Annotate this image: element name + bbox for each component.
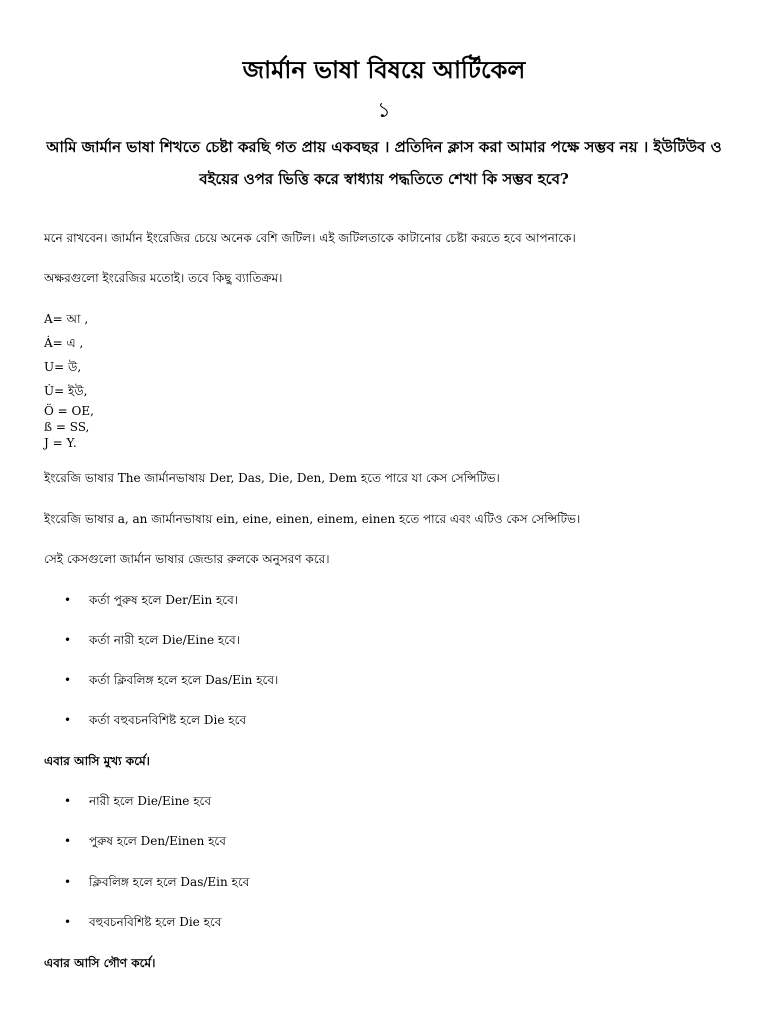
- list-item: [64, 874, 249, 891]
- list-item-text: নারী হলে Die/Eine হবে: [89, 794, 212, 808]
- paragraph-indefinite-articles: ইংরেজি ভাষার a, an জার্মানভাষায় ein, eine, einen, einem, einen হতে পারে এবং এটিও কেস সেন্সিটিভ।: [44, 512, 581, 526]
- letter-item: U̇= ইউ,: [44, 384, 88, 398]
- section-heading-indirect-object: এবার আসি গৌণ কর্মে।: [44, 956, 156, 970]
- list-item: [64, 672, 278, 689]
- list-item-text: কর্তা পুরুষ হলে Der/Ein হবে।: [89, 593, 239, 607]
- section-heading-direct-object: এবার আসি মুখ্য কর্মে।: [44, 754, 150, 768]
- letter-item: Ȧ= এ ,: [44, 336, 84, 350]
- letter-item: Ö = OE,: [44, 404, 94, 418]
- list-item: [64, 914, 221, 931]
- list-item: [64, 793, 211, 810]
- intro-line-1: আমি জার্মান ভাষা শিখতে চেষ্টা করছি গত প্রায় একবছর । প্রতিদিন ক্লাস করা আমার পক্ষে সম্ভব নয় । ইউটিউব ও: [46, 138, 722, 156]
- list-item: [64, 833, 226, 850]
- bullet-icon: •: [64, 875, 72, 889]
- paragraph-letters-intro: অক্ষরগুলো ইংরেজির মতোই। তবে কিছু ব্যাতিক্রম।: [44, 271, 283, 285]
- intro-question: [40, 131, 728, 195]
- letter-item: ß = SS,: [44, 420, 90, 434]
- paragraph-gender-rule: সেই কেসগুলো জার্মান ভাষার জেন্ডার রুলকে অনুসরণ করে।: [44, 552, 330, 566]
- list-item-text: পুরুষ হলে Den/Einen হবে: [89, 834, 226, 848]
- section-number: ১: [377, 98, 391, 122]
- paragraph-definite-articles: ইংরেজি ভাষার The জার্মানভাষায় Der, Das, Die, Den, Dem হতে পারে যা কেস সেন্সিটিভ।: [44, 471, 500, 485]
- list-item: [64, 592, 238, 609]
- letter-item: J = Y.: [44, 436, 77, 450]
- list-item-text: ক্লিবলিঙ্গ হলে হলে Das/Ein হবে: [89, 875, 250, 889]
- bullet-icon: •: [64, 593, 72, 607]
- document-title: জার্মান ভাষা বিষয়ে আর্টিকেল: [242, 55, 526, 84]
- letter-item: U= উ,: [44, 360, 82, 374]
- bullet-icon: •: [64, 915, 72, 929]
- list-item-text: কর্তা নারী হলে Die/Eine হবে।: [89, 633, 241, 647]
- paragraph-complexity: মনে রাখবেন। জার্মান ইংরেজির চেয়ে অনেক বেশি জটিল। এই জটিলতাকে কাটানোর চেষ্টা করতে হবে আপনাকে।: [44, 231, 576, 245]
- letter-item: A= আ ,: [44, 312, 89, 326]
- list-item-text: কর্তা বহুবচনবিশিষ্ট হলে Die হবে: [89, 713, 247, 727]
- list-item: [64, 632, 240, 649]
- list-item-text: বহুবচনবিশিষ্ট হলে Die হবে: [89, 915, 222, 929]
- list-item: [64, 712, 246, 729]
- bullet-icon: •: [64, 633, 72, 647]
- bullet-icon: •: [64, 713, 72, 727]
- intro-line-2: বইয়ের ওপর ভিত্তি করে স্বাধ্যায় পদ্ধতিতে শেখা কি সম্ভব হবে?: [199, 170, 569, 188]
- bullet-icon: •: [64, 794, 72, 808]
- list-item-text: কর্তা ক্লিবলিঙ্গ হলে হলে Das/Ein হবে।: [89, 673, 279, 687]
- bullet-icon: •: [64, 834, 72, 848]
- bullet-icon: •: [64, 673, 72, 687]
